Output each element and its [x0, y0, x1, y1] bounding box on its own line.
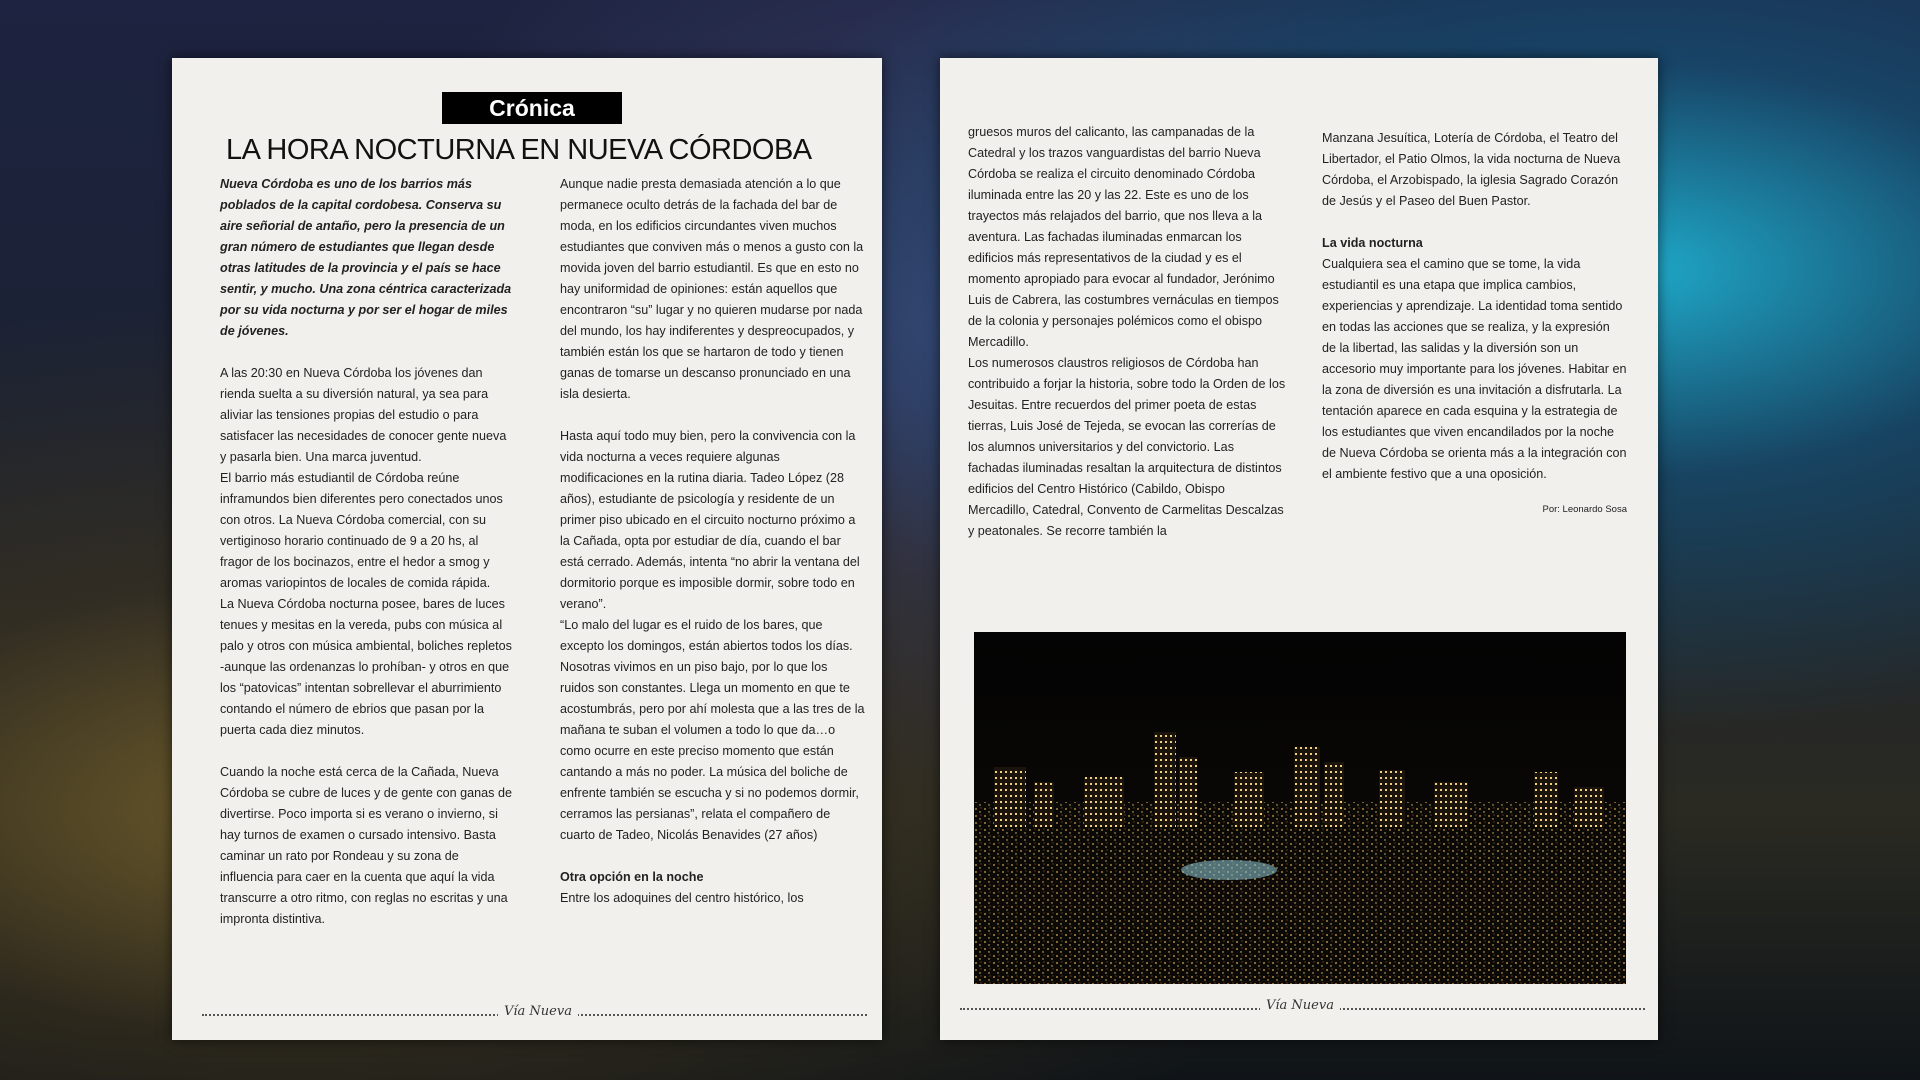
footer-logo: Vía Nueva — [498, 1004, 578, 1019]
magazine-page-left — [172, 58, 882, 1040]
subheading: Otra opción en la noche — [560, 870, 704, 884]
paragraph-gap — [220, 741, 512, 762]
paragraph: Entre los adoquines del centro histórico, los — [560, 891, 804, 905]
paragraph-gap — [560, 405, 865, 426]
paragraph: “Lo malo del lugar es el ruido de los bares, que excepto los domingos, están abiertos todos los días. Nosotras vivimos en un piso bajo, por lo que los ruidos son constantes. Llega un momento en que te acostumbrás, pero por ahí molesta que a las tres de la mañana te suban el volumen a todo lo que da…o como ocurre en este preciso momento que están cantando a más no poder. La música del boliche de enfrente también se escucha y si no podemos dormir, cerramos las persianas”, relata el compañero de cuarto de Tadeo, Nicolás Benavides (27 años) — [560, 618, 865, 842]
subheading: La vida nocturna — [1322, 236, 1423, 250]
left-column-2 — [560, 174, 865, 909]
article-title: LA HORA NOCTURNA EN NUEVA CÓRDOBA — [226, 134, 812, 166]
right-column-2 — [1322, 128, 1627, 520]
paragraph: Aunque nadie presta demasiada atención a lo que permanece oculto detrás de la fachada del bar de moda, en los edificios circundantes viven muchos estudiantes que conviven más o menos a gusto con la movida joven del barrio estudiantil. Es que en esto no hay uniformidad de opiniones: están aquellos que encontraron “su” lugar y no quieren mudarse por nada del mundo, los hay indiferentes y despreocupados, y también están los que se hartaron de todo y tienen ganas de tomarse un descanso pronunciado en una isla desierta. — [560, 177, 864, 401]
paragraph-gap — [560, 846, 865, 867]
paragraph: gruesos muros del calicanto, las campanadas de la Catedral y los trazos vanguardistas del barrio Nueva Córdoba se realiza el circuito denominado Córdoba iluminada entre las 20 y las 22. Este es uno de los trayectos más relajados del barrio, que nos lleva a la aventura. Las fachadas iluminadas enmarcan los edificios más representativos de la ciudad y es el momento apropiado para evocar al fundador, Jerónimo Luis de Cabrera, las costumbres vernáculas en tiempos de la colonia y personajes polémicos como el obispo Mercadillo. — [968, 125, 1279, 349]
paragraph: Cualquiera sea el camino que se tome, la vida estudiantil es una etapa que implica cambios, experiencias y aprendizaje. La identidad toma sentido en todas las acciones que se realiza, y la expresión de la libertad, las salidas y la diversión son un accesorio muy importante para los jóvenes. Habitar en la zona de diversión es una invitación a disfrutarla. La tentación aparece en cada esquina y la estrategia de los estudiantes que viven encandilados por la noche de Nueva Córdoba se orienta más a la integración con el ambiente festivo que a una oposición. — [1322, 257, 1627, 481]
section-tag: Crónica — [442, 92, 622, 124]
paragraph: Cuando la noche está cerca de la Cañada, Nueva Córdoba se cubre de luces y de gente con ganas de divertirse. Poco importa si es verano o invierno, si hay turnos de examen o cursado intensivo. Basta caminar un rato por Rondeau y su zona de influencia para caer en la cuenta que aquí la vida transcurre a otro ritmo, con reglas no escritas y una impronta distintiva. — [220, 765, 512, 926]
paragraph: Hasta aquí todo muy bien, pero la convivencia con la vida nocturna a veces requiere algunas modificaciones en la rutina diaria. Tadeo López (28 años), estudiante de psicología y residente de un primer piso ubicado en el circuito nocturno próximo a la Cañada, opta por estudiar de día, cuando el bar está cerrado. Además, intenta “no abrir la ventana del dormitorio porque es imposible dormir, sobre todo en verano”. — [560, 429, 860, 611]
paragraph: A las 20:30 en Nueva Córdoba los jóvenes dan rienda suelta a su diversión natural, ya sea para aliviar las tensiones propias del estudio o para satisfacer las necesidades de conocer gente nueva y pasarla bien. Una marca juventud. — [220, 366, 507, 464]
paragraph: El barrio más estudiantil de Córdoba reúne inframundos bien diferentes pero conectados unos con otros. La Nueva Córdoba comercial, con su vertiginoso horario continuado de 9 a 20 hs, al fragor de los bocinazos, entre el hedor a smog y aromas variopintos de locales de comida rápida. — [220, 471, 503, 590]
footer-logo: Vía Nueva — [1260, 998, 1340, 1013]
paragraph: Manzana Jesuítica, Lotería de Córdoba, el Teatro del Libertador, el Patio Olmos, la vida nocturna de Nueva Córdoba, el Arzobispado, la iglesia Sagrado Corazón de Jesús y el Paseo del Buen Pastor. — [1322, 131, 1621, 208]
right-column-1 — [968, 122, 1288, 542]
paragraph-gap — [1322, 212, 1627, 233]
city-skyline-image — [974, 632, 1626, 984]
magazine-page-right — [940, 58, 1658, 1040]
lead-paragraph: Nueva Córdoba es uno de los barrios más poblados de la capital cordobesa. Conserva su aire señorial de antaño, pero la presencia de un gran número de estudiantes que llegan desde otras latitudes de la provincia y el país se hace sentir, y mucho. Una zona céntrica caracterizada por su vida nocturna y por ser el hogar de miles de jóvenes. — [220, 177, 512, 338]
paragraph: La Nueva Córdoba nocturna posee, bares de luces tenues y mesitas en la vereda, pubs con música al palo y otros con música ambiental, boliches repletos -aunque las ordenanzas lo prohíban- y otros en que los “patovicas” intentan sobrellevar el aburrimiento contando el número de ebrios que pasan por la puerta cada diez minutos. — [220, 597, 512, 737]
left-column-1 — [220, 174, 512, 930]
night-city-photo — [974, 632, 1626, 984]
paragraph-gap — [220, 342, 512, 363]
byline: Por: Leonardo Sosa — [1542, 504, 1627, 515]
paragraph: Los numerosos claustros religiosos de Córdoba han contribuido a forjar la historia, sobre todo la Orden de los Jesuitas. Entre recuerdos del primer poeta de estas tierras, Luis José de Tejeda, se evocan las correrías de los alumnos universitarios y del convictorio. Las fachadas iluminadas resaltan la arquitectura de distintos edificios del Centro Histórico (Cabildo, Obispo Mercadillo, Catedral, Convento de Carmelitas Descalzas y peatonales. Se recorre también la — [968, 356, 1286, 538]
